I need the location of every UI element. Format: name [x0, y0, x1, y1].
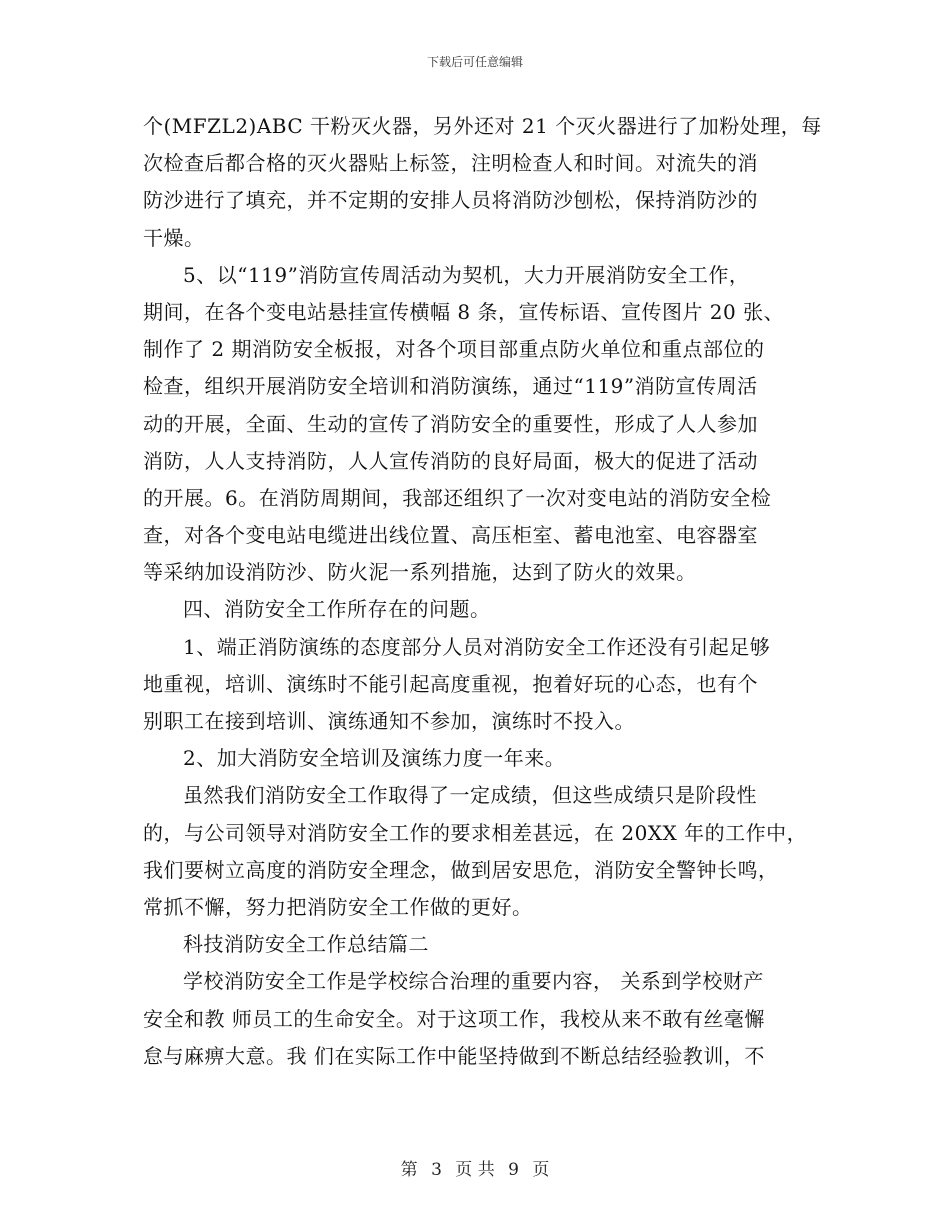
- footer-prefix: 第: [400, 1160, 418, 1180]
- footer-suffix: 页: [532, 1160, 550, 1180]
- text-line: 查，对各个变电站电缆进出线位置、高压柜室、蓄电池室、电容器室: [143, 523, 758, 548]
- document-body: [143, 108, 822, 1075]
- text-line: 别职工在接到培训、演练通知不参加，演练时不投入。: [143, 709, 635, 733]
- total-pages-number: 9: [508, 1160, 519, 1180]
- text-line: 检查，组织开展消防安全培训和消防演练，通过“119”消防宣传周活: [143, 374, 758, 399]
- page-footer: [0, 1155, 950, 1180]
- text-line: 虽然我们消防安全工作取得了一定成绩，但这些成绩只是阶段性: [183, 783, 757, 808]
- text-line: 学校消防安全工作是学校综合治理的重要内容， 关系到学校财产: [183, 969, 764, 994]
- text-line: 制作了 2 期消防安全板报，对各个项目部重点防火单位和重点部位的: [143, 337, 765, 362]
- text-line: 常抓不懈，努力把消防安全工作做的更好。: [143, 894, 533, 919]
- text-line: 等采纳加设消防沙、防火泥一系列措施，达到了防火的效果。: [143, 560, 697, 585]
- page-header-note: 下载后可任意编辑: [426, 55, 523, 69]
- current-page-number: 3: [431, 1160, 442, 1180]
- text-line: 安全和教 师员工的生命安全。对于这项工作，我校从来不敢有丝毫懈: [143, 1006, 765, 1031]
- text-line: 次检查后都合格的灭火器贴上标签，注明检查人和时间。对流失的消: [143, 151, 758, 176]
- section-heading: 科技消防安全工作总结篇二: [183, 932, 429, 957]
- text-line: 的开展。6。在消防周期间，我部还组织了一次对变电站的消防安全检: [143, 485, 772, 510]
- text-line: 我们要树立高度的消防安全理念，做到居安思危，消防安全警钟长鸣，: [143, 857, 779, 882]
- text-line: 个(MFZL2)ABC 干粉灭火器，另外还对 21 个灭火器进行了加粉处理，每: [143, 114, 822, 138]
- text-line: 地重视，培训、演练时不能引起高度重视，抱着好玩的心态，也有个: [143, 671, 758, 696]
- text-line: 防沙进行了填充，并不定期的安排人员将消防沙刨松，保持消防沙的: [143, 188, 758, 213]
- text-line: 5、以“119”消防宣传周活动为契机，大力开展消防安全工作，: [183, 262, 750, 287]
- text-line: 动的开展，全面、生动的宣传了消防安全的重要性，形成了人人参加: [143, 411, 758, 436]
- text-line: 2、加大消防安全培训及演练力度一年来。: [183, 746, 566, 771]
- text-line: 1、端正消防演练的态度部分人员对消防安全工作还没有引起足够: [183, 634, 771, 659]
- text-line: 干燥。: [143, 225, 205, 250]
- footer-middle: 页 共: [455, 1160, 495, 1180]
- text-line: 怠与麻痹大意。我 们在实际工作中能坚持做到不断总结经验教训，不: [143, 1043, 765, 1068]
- section-heading: 四、消防安全工作所存在的问题。: [183, 597, 491, 622]
- text-line: 期间，在各个变电站悬挂宣传横幅 8 条，宣传标语、宣传图片 20 张、: [143, 299, 785, 324]
- text-line: 的，与公司领导对消防安全工作的要求相差甚远，在 20XX 年的工作中，: [143, 820, 808, 845]
- text-line: 消防，人人支持消防，人人宣传消防的良好局面，极大的促进了活动: [143, 448, 758, 473]
